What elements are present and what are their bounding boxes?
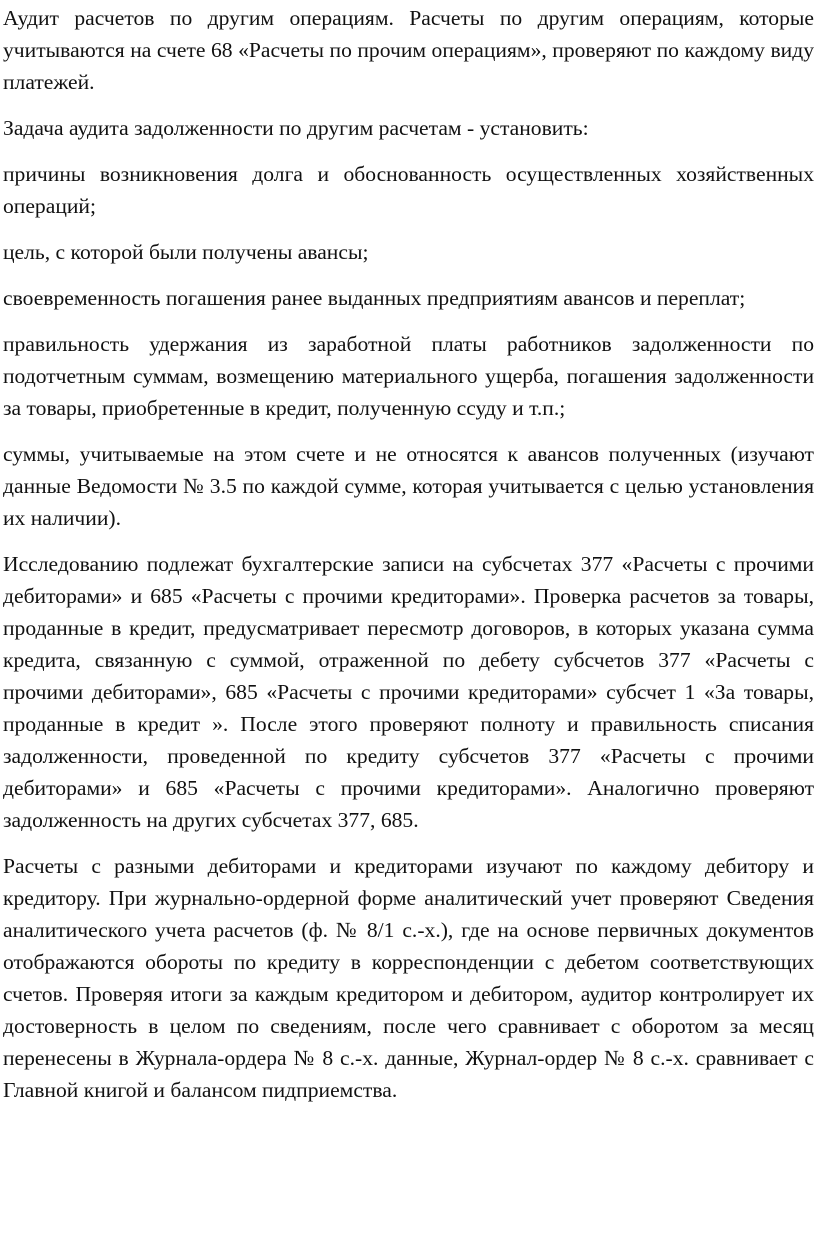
paragraph-debtors-creditors: Расчеты с разными дебиторами и кредиторами изучают по каждому дебитору и кредитору. При журнально-ордерной форме аналитический учет проверяют Сведения аналитического учета расчетов (ф. № 8/1 с.-х.), где на основе первичных документов отображаются обороты по кредиту в корреспонденции с дебетом соответствующих счетов. Проверяя итоги за каждым кредитором и дебитором, аудитор контролирует их достоверность в целом по сведениям, после чего сравнивает с оборотом за месяц перенесены в Журнала-ордера № 8 с.-х. данные, Журнал-ордер № 8 с.-х. сравнивает с Главной книгой и балансом пидприемства.: [3, 854, 814, 1102]
list-item-salary-deductions: правильность удержания из заработной платы работников задолженности по подотчетным суммам, возмещению материального ущерба, погашения задолженности за товары, приобретенные в кредит, полученную ссуду и т.п.;: [3, 332, 814, 420]
paragraph-audit-task: Задача аудита задолженности по другим расчетам - установить:: [3, 116, 589, 140]
list-item-debt-reasons: причины возникновения долга и обоснованность осуществленных хозяйственных операций;: [3, 162, 814, 218]
list-item-account-sums: суммы, учитываемые на этом счете и не относятся к авансов полученных (изучают данные Ведомости № 3.5 по каждой сумме, которая учитывается с целью установления их наличии).: [3, 442, 814, 530]
paragraph-intro: Аудит расчетов по другим операциям. Расчеты по другим операциям, которые учитываются на счете 68 «Расчеты по прочим операциям», проверяют по каждому виду платежей.: [3, 6, 814, 94]
list-item-advance-repayment: своевременность погашения ранее выданных предприятиям авансов и переплат;: [3, 286, 746, 310]
list-item-advance-purpose: цель, с которой были получены авансы;: [3, 240, 369, 264]
paragraph-subaccounts: Исследованию подлежат бухгалтерские записи на субсчетах 377 «Расчеты с прочими дебиторами» и 685 «Расчеты с прочими кредиторами». Проверка расчетов за товары, проданные в кредит, предусматривает пересмотр договоров, в которых указана сумма кредита, связанную с суммой, отраженной по дебету субсчетов 377 «Расчеты с прочими дебиторами», 685 «Расчеты с прочими кредиторами» субсчет 1 «За товары, проданные в кредит ». После этого проверяют полноту и правильность списания задолженности, проведенной по кредиту субсчетов 377 «Расчеты с прочими дебиторами» и 685 «Расчеты с прочими кредиторами». Аналогично проверяют задолженность на других субсчетах 377, 685.: [3, 552, 814, 832]
